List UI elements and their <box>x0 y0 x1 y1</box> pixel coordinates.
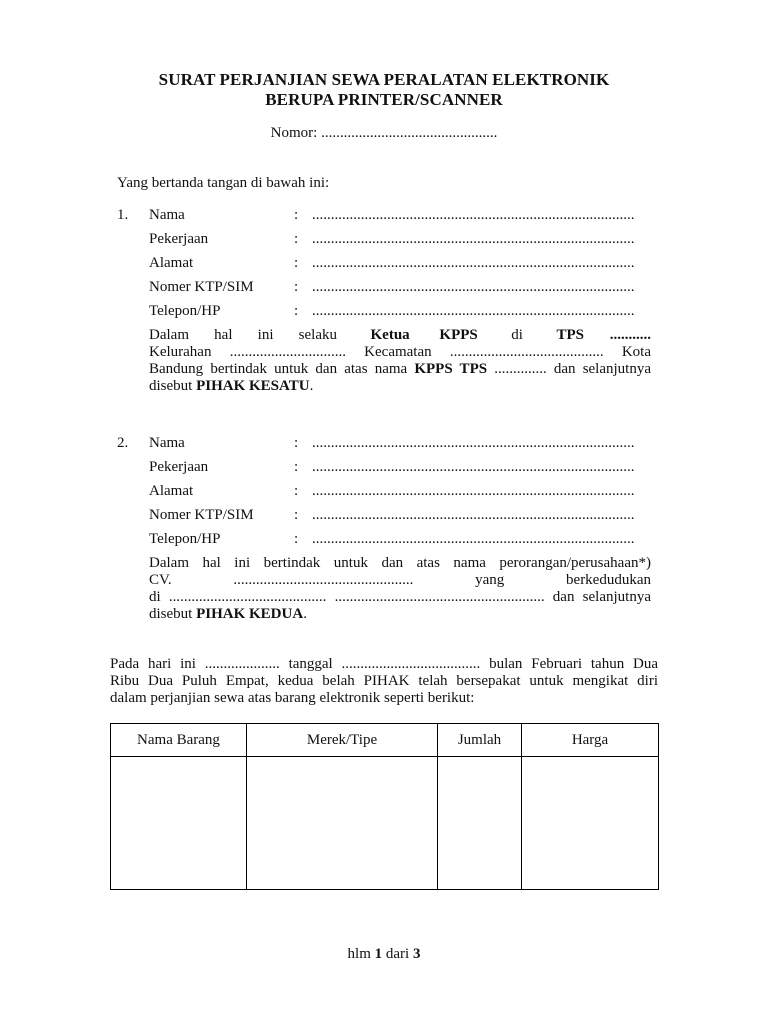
party1-field-label: Nomer KTP/SIM <box>149 279 254 295</box>
agreement-line3: dalam perjanjian sewa atas barang elektronik seperti berikut: <box>110 690 475 706</box>
table-row <box>111 757 659 890</box>
footer-hlm: hlm <box>347 946 371 962</box>
table-cell-merek-tipe[interactable] <box>247 757 438 890</box>
party1-paragraph-line4 <box>149 378 651 395</box>
word: Dalam <box>149 327 189 343</box>
party1-paragraph-line3 <box>149 361 651 378</box>
items-table <box>110 723 659 890</box>
party2-field-dots: ...................................................................................... <box>312 435 635 451</box>
party1-field-dots: ...................................................................................... <box>312 279 635 295</box>
word: ini <box>257 327 274 343</box>
party1-dalam <box>149 327 337 344</box>
party1-field-colon: : <box>294 255 299 271</box>
party1-kpps-tps: KPPS TPS <box>414 361 488 377</box>
party1-field-colon: : <box>294 231 299 247</box>
page-footer <box>0 946 768 963</box>
party2-field-label: Telepon/HP <box>149 531 221 547</box>
party2-field-label: Alamat <box>149 483 194 499</box>
party1-field-dots: ...................................................................................... <box>312 303 635 319</box>
party1-field-label: Nama <box>149 207 185 223</box>
party2-field-colon: : <box>294 459 299 475</box>
party1-paragraph-line1 <box>149 327 651 344</box>
nomor-dots: ............................................... <box>321 125 498 141</box>
items-table-header-row <box>111 724 659 757</box>
party2-field-dots: ...................................................................................... <box>312 507 635 523</box>
party2-field-colon: : <box>294 435 299 451</box>
party1-paragraph <box>149 327 651 395</box>
nomor-label: Nomor: <box>270 125 318 141</box>
party2-field-colon: : <box>294 507 299 523</box>
party1-field-label: Telepon/HP <box>149 303 221 319</box>
party2-field-dots: ...................................................................................... <box>312 531 635 547</box>
document-title-line2: BERUPA PRINTER/SCANNER <box>265 90 503 109</box>
party1-tps: TPS ........... <box>556 327 651 343</box>
party1-paragraph-line2: Kelurahan ............................... Kecamatan ......................................... Kota <box>149 344 651 360</box>
party2-paragraph <box>149 555 651 623</box>
party1-pihak-kesatu: PIHAK KESATU <box>196 378 310 394</box>
column-header-jumlah: Jumlah <box>438 724 522 757</box>
party1-field-colon: : <box>294 207 299 223</box>
party2-field-colon: : <box>294 531 299 547</box>
party1-bandung-text: Bandung bertindak untuk dan atas nama <box>149 361 408 377</box>
document-title-line1: SURAT PERJANJIAN SEWA PERALATAN ELEKTRONIK <box>158 70 610 89</box>
party2-paragraph-line1: Dalam hal ini bertindak untuk dan atas nama perorangan/perusahaan*) <box>149 555 651 571</box>
party2-field-label: Nama <box>149 435 185 451</box>
party2-number: 2. <box>117 435 129 451</box>
nomor-line <box>0 125 768 142</box>
footer-dari: dari <box>385 946 410 962</box>
party2-period: . <box>303 606 307 622</box>
word: selaku <box>298 327 337 343</box>
party1-field-dots: ...................................................................................... <box>312 255 635 271</box>
party1-field-dots: ...................................................................................... <box>312 231 635 247</box>
party2-field-colon: : <box>294 483 299 499</box>
table-cell-nama-barang[interactable] <box>111 757 247 890</box>
party1-field-dots: ...................................................................................... <box>312 207 635 223</box>
party1-di: di <box>511 327 523 343</box>
party1-bandung-rest: .............. dan selanjutnya <box>494 361 652 377</box>
word: hal <box>214 327 233 343</box>
party1-period: . <box>309 378 314 394</box>
table-cell-harga[interactable] <box>522 757 659 890</box>
column-header-merek-tipe: Merek/Tipe <box>247 724 438 757</box>
party1-field-label: Alamat <box>149 255 194 271</box>
table-cell-jumlah[interactable] <box>438 757 522 890</box>
agreement-line2: Ribu Dua Puluh Empat, kedua belah PIHAK telah bersepakat untuk mengikat diri <box>110 673 658 689</box>
party2-field-label: Pekerjaan <box>149 459 209 475</box>
party1-disebut: disebut <box>149 378 193 394</box>
party1-number: 1. <box>117 207 129 223</box>
agreement-paragraph <box>110 656 658 707</box>
party2-paragraph-line3: di .......................................... ........................................................ dan selanjutnya <box>149 589 651 605</box>
footer-total-pages: 3 <box>412 946 421 962</box>
column-header-harga: Harga <box>522 724 659 757</box>
party1-field-label: Pekerjaan <box>149 231 209 247</box>
party2-paragraph-line4 <box>149 606 651 623</box>
party2-disebut: disebut <box>149 606 193 622</box>
party2-field-dots: ...................................................................................... <box>312 459 635 475</box>
party1-ketua-kpps: Ketua KPPS <box>370 327 478 343</box>
party2-field-dots: ...................................................................................... <box>312 483 635 499</box>
party2-paragraph-line2: CV. ................................................ yang berkedudukan <box>149 572 651 588</box>
column-header-nama-barang: Nama Barang <box>111 724 247 757</box>
footer-page-number: 1 <box>374 946 383 962</box>
party1-field-colon: : <box>294 303 299 319</box>
agreement-line1: Pada hari ini .................... tanggal ..................................... bulan Februari tahun Dua <box>110 656 658 672</box>
party2-field-label: Nomer KTP/SIM <box>149 507 254 523</box>
intro-text: Yang bertanda tangan di bawah ini: <box>117 175 330 191</box>
party2-pihak-kedua: PIHAK KEDUA <box>196 606 304 622</box>
party1-field-colon: : <box>294 279 299 295</box>
